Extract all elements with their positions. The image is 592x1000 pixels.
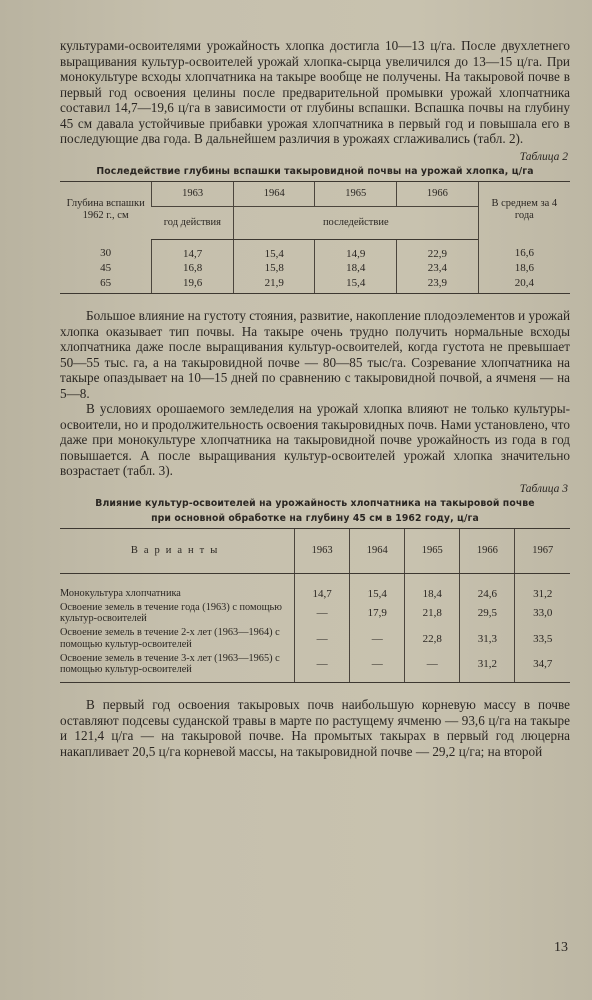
- table-2-cell: 65: [60, 276, 152, 294]
- table-2-cell: 15,4: [315, 276, 397, 294]
- table-3-title-line-1: Влияние культур-освоителей на урожайность хлопчатника на такыровой почве: [95, 497, 535, 509]
- table-2-header-year: 1964: [233, 181, 315, 206]
- table-2-cell: 15,8: [233, 261, 315, 276]
- table-3-title-line-2: при основной обработке на глубину 45 см в 1962 году, ц/га: [151, 512, 479, 524]
- table-2-header-average: В среднем за 4 года: [478, 181, 570, 239]
- table-3-header-year: 1965: [405, 528, 460, 573]
- table-3-cell: —: [295, 626, 350, 652]
- table-2-cell: 14,7: [152, 239, 234, 261]
- table-2-header-depth: Глубина вспашки 1962 г., см: [60, 181, 152, 239]
- table-3-cell: —: [350, 626, 405, 652]
- table-3-cell: —: [295, 652, 350, 683]
- table-3-cell: 22,8: [405, 626, 460, 652]
- table-3-cell: 18,4: [405, 573, 460, 601]
- table-3-cell: 17,9: [350, 601, 405, 627]
- table-3-cell: 14,7: [295, 573, 350, 601]
- table-2-cell: 15,4: [233, 239, 315, 261]
- table-3-cell: 33,0: [515, 601, 570, 627]
- table-3-cell: 15,4: [350, 573, 405, 601]
- table-2-caption: Таблица 2: [519, 150, 568, 163]
- table-2: [60, 181, 570, 295]
- paragraph-reclamation: В условиях орошаемого земледелия на урожай хлопка влияют не только культуры-освоители, но и продолжительность освоения такыровидных почв. Нами установлено, что даже при монокультуре хлопчатника на такыровидной почве урожайность из года в год повышается. А после выращивания культур-освоителей урожай хлопка значительно возрастает (табл. 3).: [60, 401, 570, 478]
- paragraph-soil-type: Большое влияние на густоту стояния, развитие, накопление плодоэлементов и урожай хлопка оказывает тип почвы. На такыре очень трудно получить нормальные всходы хлопчатника даже после выращивания культур-освоителей, когда густота не превышает 50—55 тыс. га, а на такыровидной почве — 80—85 тыс/га. Созревание хлопчатника на такыре опаздывает на 10—15 дней по сравнению с такыровидной почвой, а ячменя — на 5—8.: [60, 308, 571, 401]
- table-2-header-year: 1963: [152, 181, 234, 206]
- table-3-cell: —: [295, 601, 350, 627]
- table-3-cell: 31,2: [515, 573, 570, 601]
- table-3-cell: 31,2: [460, 652, 515, 683]
- table-3-header-year: 1963: [295, 528, 350, 573]
- table-3-variant: Монокультура хлопчатника: [60, 587, 181, 599]
- table-2-cell: 19,6: [152, 276, 234, 294]
- table-3-header-year: 1966: [460, 528, 515, 573]
- table-2-cell: 45: [100, 262, 112, 274]
- table-3-cell: —: [405, 652, 460, 683]
- table-3-cell: 24,6: [460, 573, 515, 601]
- table-2-cell: 20,4: [478, 276, 570, 294]
- table-3-cell: 34,7: [515, 652, 570, 683]
- table-2-header-year: 1965: [315, 181, 397, 206]
- table-3-cell: 31,3: [460, 626, 515, 652]
- table-2-cell: 23,9: [397, 276, 479, 294]
- paragraph-root-mass: В первый год освоения такыровых почв наибольшую корневую массу в почве оставляют подсевы суданской травы в марте по растущему ячменю — 93,6 ц/га на такыре и 121,4 ц/га — на такыровой почве. На промытых такырах в первый год люцерна накапливает 20,5 ц/га корневой массы, на такыровидной почве — 29,2 ц/га; на второй: [60, 697, 570, 759]
- paragraph-intro: культурами-освоителями урожайность хлопка достигла 10—13 ц/га. После двухлетнего выращивания культур-освоителей урожай хлопка-сырца увеличился до 13—15 ц/га. При монокультуре всходы хлопчатника на такыре вообще не получены. На такыровой почве в первый год освоения целины после предварительной промывки урожай хлопчатника составил 14,7—19,6 ц/га в зависимости от глубины вспашки. Вспашка почвы на глубину 45 см давала устойчивые прибавки урожая хлопчатника в первый год и повышала его в последующие два года. В дальнейшем различия в урожаях сглаживались (табл. 2).: [60, 38, 570, 146]
- table-3-header-variants: Варианты: [60, 528, 295, 573]
- table-3-variant: Освоение земель в течение 2-х лет (1963—1964) с помощью культур-освоителей: [60, 627, 280, 650]
- table-3-variant: Освоение земель в течение 3-х лет (1963—1965) с помощью культур-освоителей: [60, 652, 295, 683]
- table-2-cell: 30: [100, 247, 112, 259]
- table-3: [60, 528, 570, 684]
- table-3-cell: —: [350, 652, 405, 683]
- table-2-cell: 18,6: [478, 261, 570, 276]
- table-2-cell: 16,6: [478, 239, 570, 261]
- table-3-header-year: 1964: [350, 528, 405, 573]
- table-3-cell: 29,5: [460, 601, 515, 627]
- table-2-title: Последействие глубины вспашки такыровидной почвы на урожай хлопка, ц/га: [96, 165, 534, 177]
- table-3-header-year: 1967: [515, 528, 570, 573]
- table-2-cell: 16,8: [152, 261, 234, 276]
- table-2-header-year: 1966: [397, 181, 479, 206]
- table-2-header-action-year: год действия: [152, 206, 234, 239]
- table-3-cell: 21,8: [405, 601, 460, 627]
- table-3-caption: Таблица 3: [519, 482, 568, 495]
- table-2-cell: 14,9: [315, 239, 397, 261]
- table-3-cell: 33,5: [515, 626, 570, 652]
- table-3-variant: Освоение земель в течение года (1963) с помощью культур-освоителей: [60, 601, 282, 625]
- table-2-cell: 22,9: [397, 239, 479, 261]
- table-2-cell: 18,4: [315, 261, 397, 276]
- page-number: 13: [554, 940, 568, 955]
- table-2-cell: 23,4: [397, 261, 479, 276]
- table-2-header-aftereffect: последействие: [233, 206, 478, 239]
- table-2-cell: 21,9: [233, 276, 315, 294]
